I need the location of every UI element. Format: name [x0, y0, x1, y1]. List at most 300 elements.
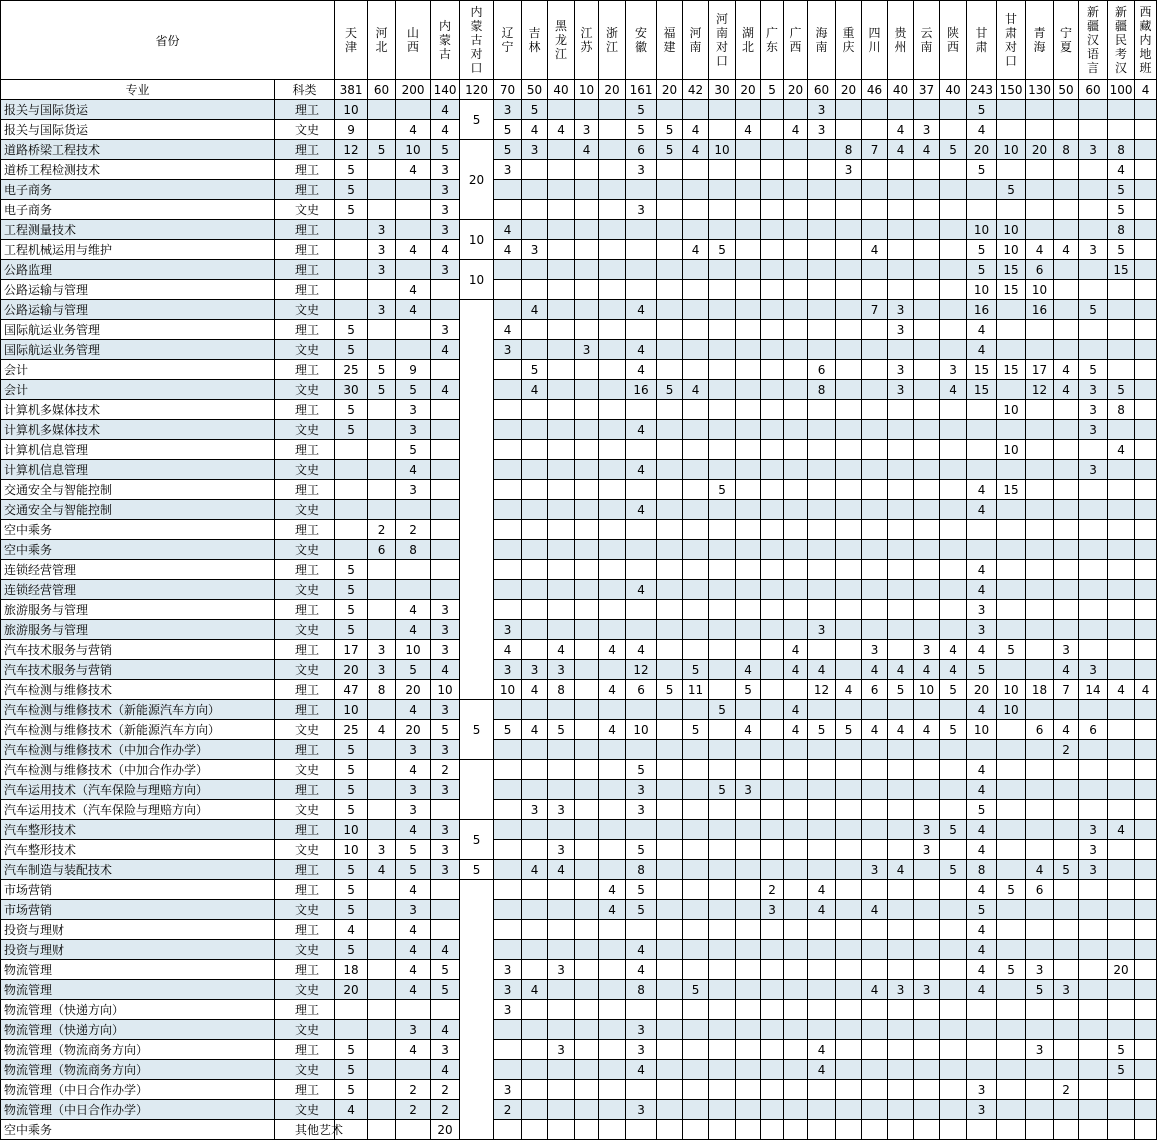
major-cell: 报关与国际货运 — [1, 100, 275, 120]
quota-cell — [709, 420, 736, 440]
quota-cell — [548, 560, 575, 580]
major-cell: 国际航运业务管理 — [1, 320, 275, 340]
province-label: 陕西 — [947, 26, 960, 54]
quota-cell — [784, 160, 808, 180]
quota-cell — [1108, 720, 1135, 740]
quota-cell — [1079, 700, 1108, 720]
quota-cell: 5 — [709, 480, 736, 500]
quota-cell — [997, 380, 1026, 400]
quota-cell — [736, 440, 761, 460]
quota-cell: 14 — [1079, 680, 1108, 700]
quota-cell — [683, 740, 709, 760]
quota-cell — [888, 820, 914, 840]
quota-cell — [548, 520, 575, 540]
quota-cell — [548, 1100, 575, 1120]
quota-cell — [862, 500, 888, 520]
quota-cell — [494, 360, 522, 380]
quota-cell — [522, 580, 548, 600]
quota-cell — [522, 940, 548, 960]
quota-cell — [575, 800, 599, 820]
quota-cell — [709, 820, 736, 840]
quota-cell — [940, 800, 967, 820]
quota-cell — [736, 300, 761, 320]
quota-cell — [1108, 1100, 1135, 1120]
quota-cell — [683, 580, 709, 600]
quota-cell — [657, 160, 683, 180]
quota-cell — [761, 280, 784, 300]
quota-cell — [940, 260, 967, 280]
quota-cell: 4 — [967, 580, 997, 600]
quota-cell — [1054, 160, 1079, 180]
quota-cell — [967, 1060, 997, 1080]
quota-cell — [836, 700, 862, 720]
quota-cell — [862, 1040, 888, 1060]
quota-cell — [548, 220, 575, 240]
category-cell: 理工 — [275, 160, 335, 180]
quota-cell — [940, 1100, 967, 1120]
quota-cell — [940, 420, 967, 440]
quota-cell — [494, 940, 522, 960]
major-cell: 旅游服务与管理 — [1, 620, 275, 640]
quota-cell — [575, 320, 599, 340]
quota-cell — [626, 1000, 657, 1020]
quota-cell: 5 — [368, 140, 396, 160]
major-cell: 物流管理 — [1, 960, 275, 980]
quota-cell — [940, 180, 967, 200]
quota-cell — [761, 1020, 784, 1040]
major-cell: 汽车技术服务与营销 — [1, 640, 275, 660]
quota-cell — [575, 820, 599, 840]
quota-cell — [657, 360, 683, 380]
province-total: 60 — [1079, 80, 1108, 100]
quota-cell — [396, 340, 431, 360]
major-cell: 市场营销 — [1, 900, 275, 920]
quota-cell — [657, 220, 683, 240]
quota-cell: 3 — [396, 780, 431, 800]
quota-cell — [522, 960, 548, 980]
province-label: 黑龙江 — [555, 19, 568, 61]
quota-cell — [914, 580, 940, 600]
quota-cell — [657, 180, 683, 200]
quota-cell — [888, 780, 914, 800]
quota-cell — [494, 1120, 522, 1140]
category-cell: 理工 — [275, 520, 335, 540]
quota-cell — [1054, 1040, 1079, 1060]
quota-cell: 5 — [335, 1080, 368, 1100]
quota-cell — [940, 100, 967, 120]
quota-cell — [494, 900, 522, 920]
quota-cell — [657, 700, 683, 720]
quota-cell: 10 — [997, 140, 1026, 160]
category-cell: 理工 — [275, 240, 335, 260]
quota-cell — [657, 620, 683, 640]
major-cell: 旅游服务与管理 — [1, 600, 275, 620]
quota-cell: 4 — [626, 300, 657, 320]
quota-cell — [1054, 900, 1079, 920]
quota-cell: 8 — [836, 140, 862, 160]
quota-cell: 3 — [967, 620, 997, 640]
province-total: 10 — [575, 80, 599, 100]
quota-cell — [709, 720, 736, 740]
quota-cell — [888, 900, 914, 920]
quota-cell — [736, 700, 761, 720]
quota-cell — [1026, 820, 1054, 840]
quota-cell — [914, 180, 940, 200]
quota-cell — [808, 600, 836, 620]
quota-cell — [997, 920, 1026, 940]
quota-cell — [761, 940, 784, 960]
quota-cell: 5 — [396, 660, 431, 680]
quota-cell: 4 — [335, 1100, 368, 1120]
quota-cell — [914, 560, 940, 580]
quota-cell — [940, 280, 967, 300]
quota-cell — [599, 560, 626, 580]
quota-cell — [1026, 440, 1054, 460]
quota-cell: 8 — [1108, 220, 1135, 240]
quota-cell — [575, 440, 599, 460]
quota-cell — [967, 740, 997, 760]
quota-cell — [888, 580, 914, 600]
quota-cell — [548, 380, 575, 400]
quota-cell: 4 — [431, 1060, 460, 1080]
quota-cell: 10 — [997, 240, 1026, 260]
quota-cell — [862, 580, 888, 600]
quota-cell — [1079, 100, 1108, 120]
quota-cell — [548, 740, 575, 760]
quota-cell: 16 — [1026, 300, 1054, 320]
quota-cell — [808, 960, 836, 980]
province-total: 30 — [709, 80, 736, 100]
quota-cell — [548, 260, 575, 280]
quota-cell — [575, 180, 599, 200]
table-row — [1, 340, 1157, 360]
quota-cell — [575, 540, 599, 560]
quota-cell — [431, 1000, 460, 1020]
quota-cell — [736, 280, 761, 300]
quota-cell — [1135, 1000, 1157, 1020]
quota-cell: 3 — [431, 840, 460, 860]
quota-cell — [1135, 120, 1157, 140]
quota-cell — [761, 620, 784, 640]
table-row — [1, 180, 1157, 200]
quota-cell: 3 — [1079, 660, 1108, 680]
quota-cell — [808, 940, 836, 960]
quota-cell — [761, 1120, 784, 1140]
quota-cell — [683, 340, 709, 360]
quota-cell — [1135, 940, 1157, 960]
quota-cell — [836, 1000, 862, 1020]
quota-cell — [709, 180, 736, 200]
quota-cell — [1054, 500, 1079, 520]
province-total: 100 — [1108, 80, 1135, 100]
quota-cell: 3 — [888, 380, 914, 400]
quota-cell — [1079, 940, 1108, 960]
quota-cell: 5 — [967, 660, 997, 680]
quota-cell: 3 — [494, 340, 522, 360]
quota-cell — [1079, 640, 1108, 660]
quota-cell — [862, 560, 888, 580]
quota-cell — [683, 1000, 709, 1020]
quota-cell — [997, 200, 1026, 220]
province-total: 5 — [761, 80, 784, 100]
quota-cell: 5 — [1108, 180, 1135, 200]
quota-cell: 10 — [335, 840, 368, 860]
quota-cell: 5 — [709, 780, 736, 800]
quota-cell — [736, 200, 761, 220]
quota-cell — [1135, 700, 1157, 720]
merged-quota-cell: 10 — [460, 220, 494, 260]
quota-cell: 20 — [396, 720, 431, 740]
quota-cell — [548, 420, 575, 440]
quota-cell — [575, 620, 599, 640]
quota-cell: 5 — [335, 620, 368, 640]
quota-cell: 5 — [657, 680, 683, 700]
quota-cell — [888, 640, 914, 660]
table-row — [1, 660, 1157, 680]
quota-cell: 6 — [368, 540, 396, 560]
quota-cell — [683, 820, 709, 840]
quota-cell — [599, 240, 626, 260]
quota-cell — [1108, 640, 1135, 660]
quota-cell — [836, 860, 862, 880]
quota-cell — [836, 600, 862, 620]
quota-cell — [709, 940, 736, 960]
quota-cell: 5 — [1054, 860, 1079, 880]
major-cell: 计算机信息管理 — [1, 440, 275, 460]
quota-cell: 18 — [1026, 680, 1054, 700]
category-cell: 理工 — [275, 560, 335, 580]
table-row — [1, 140, 1157, 160]
quota-cell — [836, 460, 862, 480]
quota-cell — [761, 220, 784, 240]
quota-cell — [657, 1100, 683, 1120]
quota-cell: 7 — [862, 140, 888, 160]
quota-cell — [914, 900, 940, 920]
quota-cell: 4 — [396, 880, 431, 900]
quota-cell: 5 — [940, 140, 967, 160]
quota-cell: 4 — [1108, 820, 1135, 840]
province-label: 江苏 — [580, 26, 593, 54]
major-cell: 投资与理财 — [1, 920, 275, 940]
quota-cell — [1108, 860, 1135, 880]
quota-cell — [836, 480, 862, 500]
quota-cell — [1108, 340, 1135, 360]
quota-cell — [1026, 800, 1054, 820]
province-label: 新疆民考汉 — [1115, 5, 1128, 75]
quota-cell — [368, 500, 396, 520]
category-cell: 理工 — [275, 880, 335, 900]
category-cell: 理工 — [275, 960, 335, 980]
quota-cell — [368, 320, 396, 340]
quota-cell — [761, 320, 784, 340]
quota-cell — [997, 740, 1026, 760]
quota-cell: 5 — [335, 560, 368, 580]
province-name — [599, 1, 626, 80]
quota-cell: 5 — [335, 780, 368, 800]
quota-cell — [1135, 500, 1157, 520]
quota-cell — [548, 880, 575, 900]
quota-cell — [335, 520, 368, 540]
quota-cell — [522, 320, 548, 340]
quota-cell: 3 — [1079, 380, 1108, 400]
province-total: 120 — [460, 80, 494, 100]
quota-cell — [575, 160, 599, 180]
quota-cell — [431, 400, 460, 420]
quota-cell — [761, 1080, 784, 1100]
quota-cell — [940, 120, 967, 140]
quota-cell — [914, 860, 940, 880]
quota-cell — [1079, 260, 1108, 280]
merged-quota-cell: 20 — [460, 140, 494, 220]
quota-cell: 3 — [575, 340, 599, 360]
quota-cell: 4 — [396, 760, 431, 780]
quota-cell: 8 — [1054, 140, 1079, 160]
quota-cell — [575, 220, 599, 240]
quota-cell — [599, 660, 626, 680]
quota-cell — [1135, 800, 1157, 820]
quota-cell: 4 — [522, 980, 548, 1000]
quota-cell: 5 — [1026, 980, 1054, 1000]
quota-cell — [940, 900, 967, 920]
quota-cell: 3 — [368, 220, 396, 240]
quota-cell — [575, 200, 599, 220]
quota-cell — [396, 1000, 431, 1020]
quota-cell — [1079, 180, 1108, 200]
merged-quota-cell — [460, 760, 494, 820]
quota-cell — [683, 180, 709, 200]
major-cell: 汽车运用技术（汽车保险与理赔方向） — [1, 780, 275, 800]
quota-cell — [761, 840, 784, 860]
province-name — [460, 1, 494, 80]
quota-cell — [396, 180, 431, 200]
quota-cell: 3 — [431, 780, 460, 800]
quota-cell — [997, 1060, 1026, 1080]
quota-cell: 4 — [940, 640, 967, 660]
quota-cell — [522, 840, 548, 860]
quota-cell — [736, 740, 761, 760]
category-cell: 理工 — [275, 140, 335, 160]
quota-cell: 3 — [548, 800, 575, 820]
quota-cell — [709, 680, 736, 700]
quota-cell: 4 — [967, 560, 997, 580]
quota-cell — [940, 520, 967, 540]
quota-cell — [1079, 1040, 1108, 1060]
quota-cell — [626, 400, 657, 420]
quota-cell: 4 — [862, 900, 888, 920]
quota-cell: 6 — [862, 680, 888, 700]
quota-cell — [599, 1060, 626, 1080]
quota-cell — [1054, 580, 1079, 600]
quota-cell — [709, 280, 736, 300]
quota-cell — [967, 180, 997, 200]
quota-cell: 4 — [522, 720, 548, 740]
quota-cell — [1135, 920, 1157, 940]
quota-cell — [888, 1100, 914, 1120]
quota-cell — [1079, 760, 1108, 780]
quota-cell — [997, 900, 1026, 920]
table-row — [1, 420, 1157, 440]
quota-cell: 3 — [494, 100, 522, 120]
quota-cell — [494, 460, 522, 480]
category-cell: 理工 — [275, 820, 335, 840]
quota-cell — [709, 540, 736, 560]
province-label: 四川 — [868, 26, 881, 54]
quota-cell: 4 — [1108, 680, 1135, 700]
quota-cell — [761, 780, 784, 800]
quota-cell — [626, 920, 657, 940]
quota-cell — [522, 1020, 548, 1040]
quota-cell — [522, 540, 548, 560]
quota-cell — [522, 1060, 548, 1080]
quota-cell — [914, 800, 940, 820]
quota-cell — [396, 200, 431, 220]
quota-cell — [1026, 520, 1054, 540]
quota-cell — [683, 1080, 709, 1100]
quota-cell: 4 — [626, 360, 657, 380]
table-row — [1, 580, 1157, 600]
category-cell: 文史 — [275, 620, 335, 640]
quota-cell: 3 — [522, 660, 548, 680]
table-row — [1, 820, 1157, 840]
quota-cell: 4 — [940, 380, 967, 400]
quota-cell — [940, 1040, 967, 1060]
merged-quota-cell — [460, 300, 494, 700]
quota-cell — [1135, 740, 1157, 760]
quota-cell — [494, 540, 522, 560]
province-label: 重庆 — [842, 26, 855, 54]
category-cell: 文史 — [275, 420, 335, 440]
quota-cell — [1135, 480, 1157, 500]
quota-cell — [836, 380, 862, 400]
quota-cell — [784, 960, 808, 980]
quota-cell: 3 — [862, 640, 888, 660]
quota-cell — [368, 420, 396, 440]
province-label: 海南 — [815, 26, 828, 54]
quota-cell: 5 — [940, 680, 967, 700]
quota-cell: 3 — [396, 800, 431, 820]
major-cell: 连锁经营管理 — [1, 560, 275, 580]
quota-cell: 4 — [522, 680, 548, 700]
quota-cell: 4 — [494, 220, 522, 240]
table-row — [1, 840, 1157, 860]
table-row — [1, 240, 1157, 260]
quota-cell — [736, 940, 761, 960]
quota-cell — [836, 260, 862, 280]
table-row — [1, 920, 1157, 940]
quota-cell — [914, 920, 940, 940]
quota-cell — [914, 1000, 940, 1020]
quota-cell: 2 — [431, 1100, 460, 1120]
province-label: 浙江 — [606, 26, 619, 54]
quota-cell — [784, 840, 808, 860]
quota-cell: 4 — [431, 340, 460, 360]
quota-cell — [1054, 760, 1079, 780]
quota-cell — [784, 800, 808, 820]
quota-cell — [683, 640, 709, 660]
quota-cell: 3 — [431, 200, 460, 220]
quota-cell — [997, 1000, 1026, 1020]
quota-cell — [1026, 640, 1054, 660]
quota-cell: 3 — [431, 320, 460, 340]
quota-cell: 5 — [626, 900, 657, 920]
quota-cell — [836, 100, 862, 120]
quota-cell — [368, 440, 396, 460]
quota-cell — [335, 500, 368, 520]
major-cell: 国际航运业务管理 — [1, 340, 275, 360]
quota-cell — [657, 280, 683, 300]
table-row — [1, 300, 1157, 320]
province-total: 381 — [335, 80, 368, 100]
